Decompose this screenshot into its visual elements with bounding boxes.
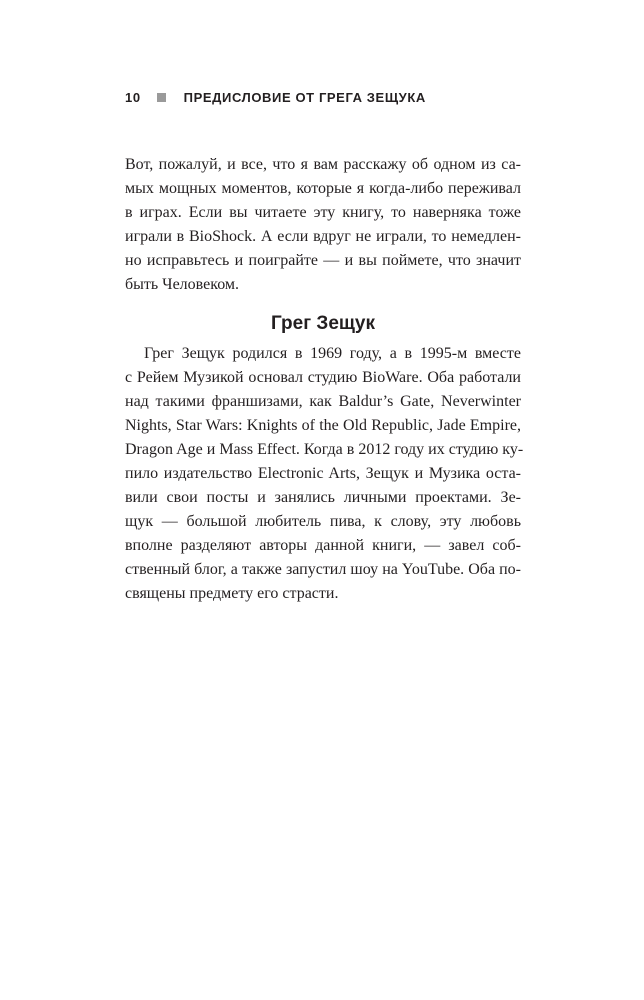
text-line: играли в BioShock. А если вдруг не играли, то немедлен- (125, 228, 521, 245)
text-line: вили свои посты и занялись личными проектами. Зе- (125, 489, 521, 506)
text-line: быть Человеком. (125, 276, 240, 293)
section-heading: Грег Зещук (271, 313, 375, 334)
text-line: с Рейем Музикой основал студию BioWare. Оба работали (125, 369, 521, 386)
text-line: в играх. Если вы читаете эту книгу, то наверняка тоже (125, 204, 521, 221)
text-line: Грег Зещук родился в 1969 году, а в 1995-м вместе (144, 345, 521, 362)
text-line: священы предмету его страсти. (125, 585, 339, 602)
text-line: щук — большой любитель пива, к слову, эту любовь (125, 513, 521, 530)
page-number: 10 (125, 90, 141, 105)
paragraph-1 (125, 153, 521, 297)
text-line: Вот, пожалуй, и все, что я вам расскажу об одном из са- (125, 156, 521, 173)
square-bullet-icon (157, 93, 166, 102)
text-line: вполне разделяют авторы данной книги, — завел соб- (125, 537, 521, 554)
text-line: Nights, Star Wars: Knights of the Old Republic, Jade Empire, (125, 417, 521, 434)
running-head-title: ПРЕДИСЛОВИЕ ОТ ГРЕГА ЗЕЩУКА (183, 90, 426, 105)
text-line: Dragon Age и Mass Effect. Когда в 2012 году их студию ку- (125, 441, 524, 458)
text-line: над такими франшизами, как Baldur’s Gate, Neverwinter (125, 393, 521, 410)
text-line: пило издательство Electronic Arts, Зещук и Музика оста- (125, 465, 521, 482)
text-line: ственный блог, а также запустил шоу на YouTube. Оба по- (125, 561, 521, 578)
text-line: но исправьтесь и поиграйте — и вы поймете, что значит (125, 252, 521, 269)
text-line: мых мощных моментов, которые я когда-либо переживал (125, 180, 521, 197)
paragraph-2 (125, 342, 524, 606)
running-head (125, 90, 426, 105)
